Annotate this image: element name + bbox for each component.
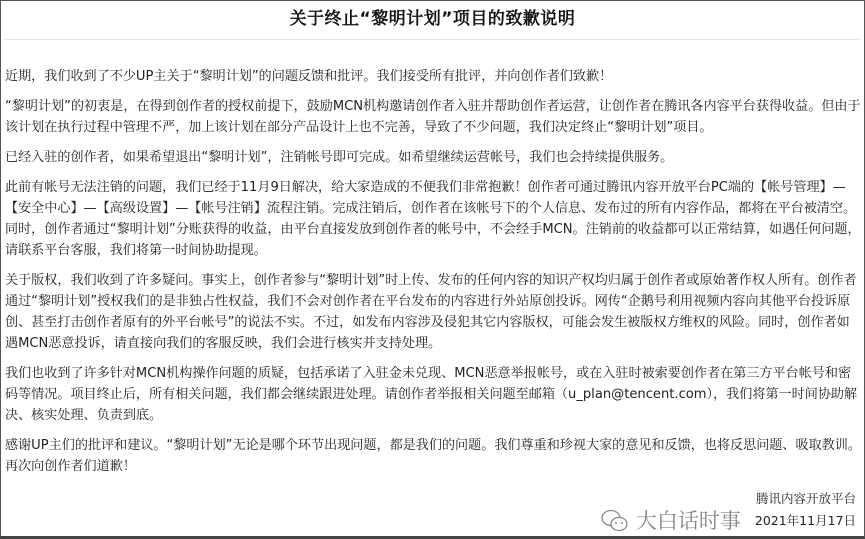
paragraph-account-cancel: 此前有帐号无法注销的问题，我们已经于11月9日解决，给大家造成的不便我们非常抱歉！创作者可通过腾讯内容开放平台PC端的【帐号管理】—【安全中心】—【高级设置】—【帐号注销】流程注销。完成注销后，创作者在该帐号下的个人信息、发布过的所有内容作品，都将在平台被清空。同时，创作者通过“黎明计划”分账获得的收益，由平台直接发放到创作者的帐号中，不会经手MCN。注销前的收益都可以正常结算，如遇任何问题，请联系平台客服，我们将第一时间协助提现。 — [5, 180, 861, 258]
paragraph-intro: 近期，我们收到了不少UP主关于“黎明计划”的问题反馈和批评。我们接受所有批评，并向创作者们致歉！ — [5, 69, 613, 84]
paragraph-copyright: 关于版权，我们收到了许多疑问。事实上，创作者参与“黎明计划”时上传、发布的任何内容的知识产权均归属于创作者或原始著作权人所有。创作者通过“黎明计划”授权我们的是非独占性权益，我们不会对创作者在平台发布的内容进行外站原创投诉。网传“企鹅号利用视频内容向其他平台投诉原创、甚至打击创作者原有的外平台帐号”的说法不实。不过，如发布内容涉及侵犯其它内容版权，可能会发生被版权方维权的风险。同时，创作者如遇MCN恶意投诉，请直接向我们的客服反映，我们会进行核实并支持处理。 — [5, 273, 857, 351]
watermark-text: 大白话时事 — [635, 509, 741, 533]
date: 2021年11月17日 — [754, 513, 856, 528]
footer-row — [600, 508, 856, 534]
paragraph-purpose: “黎明计划”的初衷是，在得到创作者的授权前提下，鼓励MCN机构邀请创作者入驻并帮助创作者运营，让创作者在腾讯各内容平台获得收益。但由于该计划在执行过程中管理不严，加上该计划在部分产品设计上也不完善，导致了不少问题，我们决定终止“黎明计划”项目。 — [5, 99, 861, 135]
paragraph-mcn-issues: 我们也收到了许多针对MCN机构操作问题的质疑，包括承诺了入驻金未兑现、MCN恶意举报帐号，或在入驻时被索要创作者在第三方平台帐号和密码等情况。项目终止后，所有相关问题，我们都会继续跟进处理。请创作者举报相关问题至邮箱（u_plan@tencent.com），我们将第一时间协助解决、核实处理、负责到底。 — [5, 366, 858, 423]
wechat-icon — [600, 508, 630, 534]
page-title: 关于终止“黎明计划”项目的致歉说明 — [289, 9, 576, 29]
watermark — [600, 508, 741, 534]
document-body — [1, 40, 865, 486]
signature: 腾讯内容开放平台 — [755, 491, 856, 506]
paragraph-exit: 已经入驻的创作者，如果希望退出“黎明计划”，注销帐号即可完成。如希望继续运营帐号，我们也会持续提供服务。 — [5, 150, 674, 165]
paragraph-thanks: 感谢UP主们的批评和建议。“黎明计划”无论是哪个环节出现问题，都是我们的问题。我们尊重和珍视大家的意见和反馈，也将反思问题、吸取教训。再次向创作者们道歉！ — [5, 438, 861, 474]
document-footer — [1, 486, 864, 536]
